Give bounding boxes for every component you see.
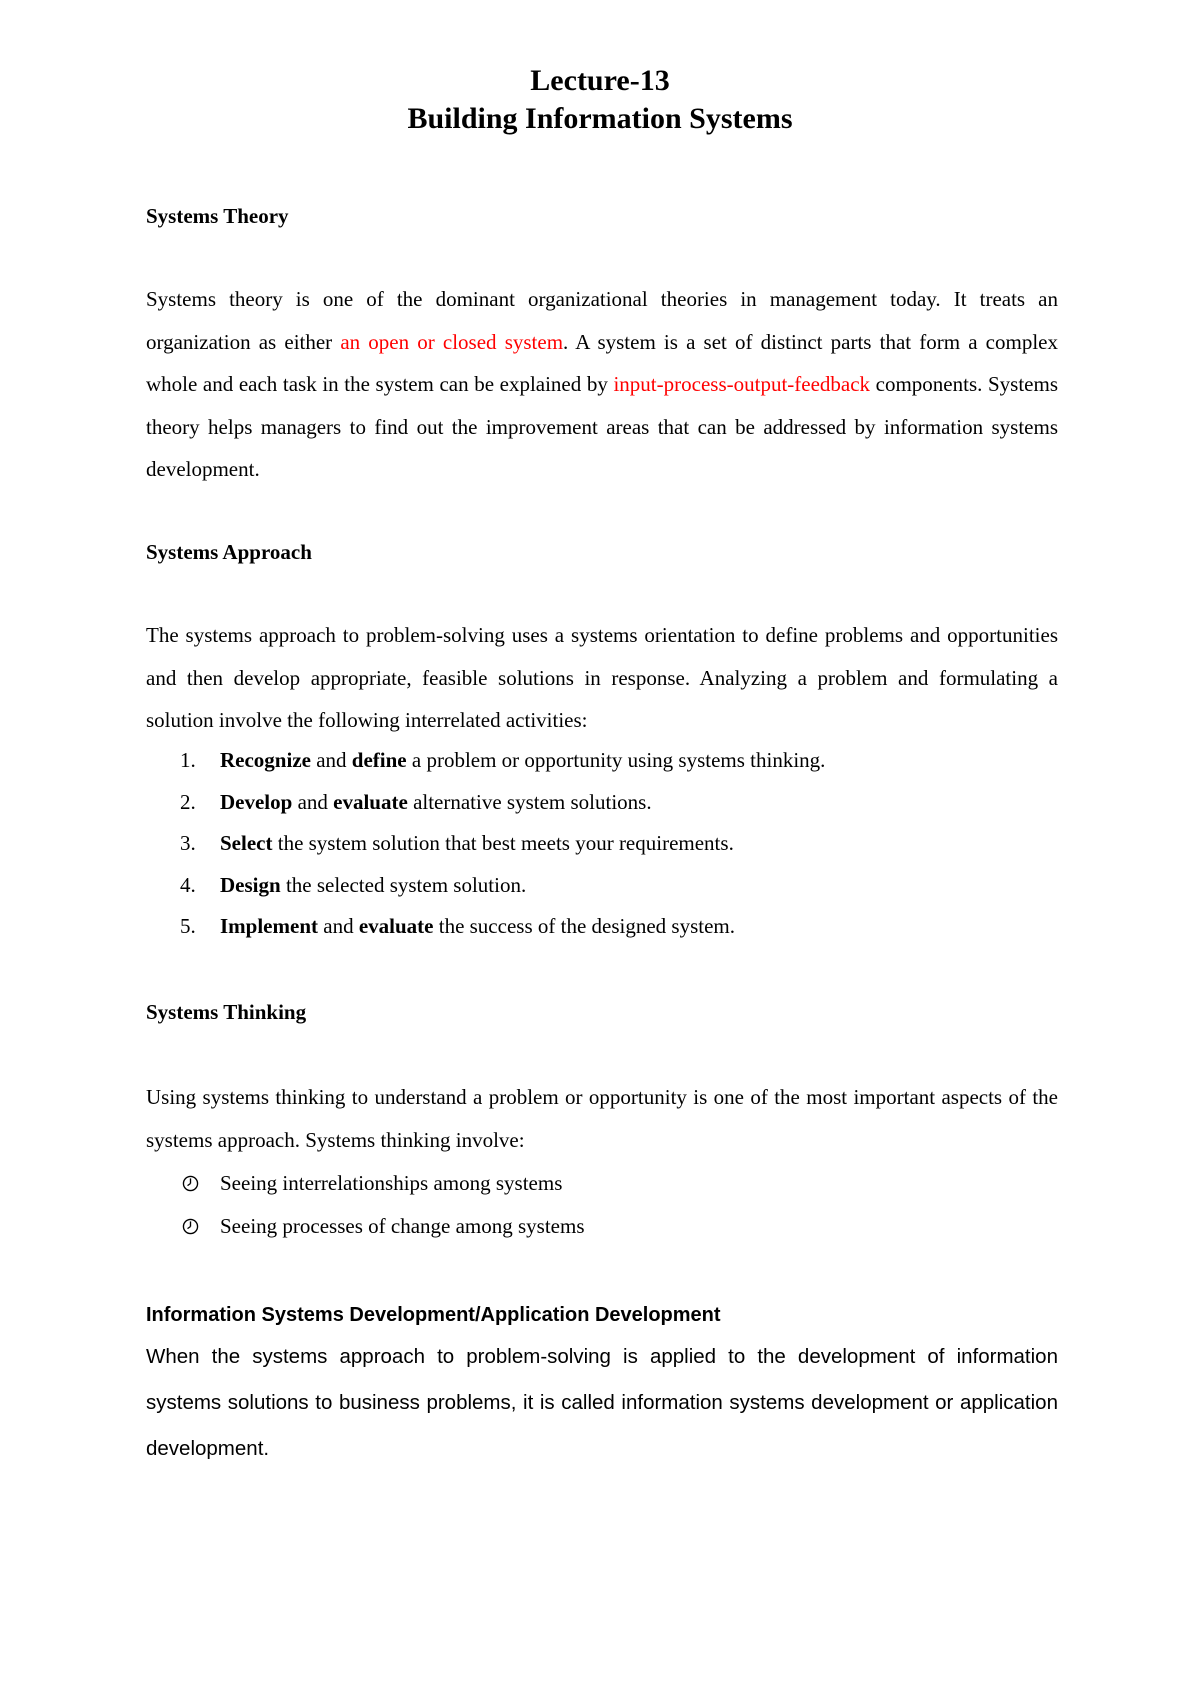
paragraph-information-systems-development: When the systems approach to problem-solving is applied to the development of information systems solutions to business problems, it is called information systems development or application development. bbox=[146, 1345, 1058, 1460]
list-item: 5. Implement and evaluate the success of the designed system. bbox=[180, 914, 736, 938]
list-item: 2. Develop and evaluate alternative system solutions. bbox=[180, 789, 652, 814]
systems-theory-text-1: Systems theory is one of the dominant organizational theories in management today. It treats an organization as either bbox=[146, 287, 1058, 354]
list-item: 4. Design the selected system solution. bbox=[180, 872, 527, 897]
heading-information-systems-development: Information Systems Development/Application Development bbox=[146, 1304, 721, 1326]
systems-theory-text-2: . A system is a set of distinct parts that form a complex whole and each task in the system can be explained by bbox=[146, 329, 1058, 396]
title-lecture-number: Lecture-13 bbox=[530, 64, 670, 97]
heading-systems-thinking: Systems Thinking bbox=[146, 1000, 307, 1024]
list-item: Seeing interrelationships among systems bbox=[146, 1162, 1058, 1205]
list-item: 1. Recognize and define a problem or opportunity using systems thinking. bbox=[180, 748, 826, 772]
clock-icon bbox=[182, 1175, 199, 1192]
list-item: 3. Select the system solution that best meets your requirements. bbox=[180, 831, 734, 855]
paragraph-systems-thinking: Using systems thinking to understand a problem or opportunity is one of the most important aspects of the systems approach. Systems thinking involve: bbox=[146, 1085, 1058, 1152]
clock-icon bbox=[182, 1218, 199, 1235]
systems-thinking-bullets bbox=[146, 1162, 1058, 1248]
paragraph-systems-approach: The systems approach to problem-solving uses a systems orientation to define problems and opportunities and then develop appropriate, feasible solutions in response. Analyzing a problem and formulating a solution involve the following interrelated activities: bbox=[146, 623, 1058, 732]
highlight-open-closed-system: an open or closed system bbox=[340, 329, 564, 354]
list-item: Seeing processes of change among systems bbox=[146, 1205, 1058, 1248]
title-topic: Building Information Systems bbox=[407, 102, 793, 135]
paragraph-systems-theory bbox=[146, 278, 1058, 491]
heading-systems-theory: Systems Theory bbox=[146, 204, 289, 228]
heading-systems-approach: Systems Approach bbox=[146, 540, 312, 564]
systems-theory-text-3: components. Systems theory helps managers to find out the improvement areas that can be addressed by information systems development. bbox=[146, 372, 1058, 481]
highlight-input-process-output-feedback: input-process-output-feedback bbox=[613, 372, 871, 396]
activity-steps-list bbox=[146, 740, 1058, 948]
